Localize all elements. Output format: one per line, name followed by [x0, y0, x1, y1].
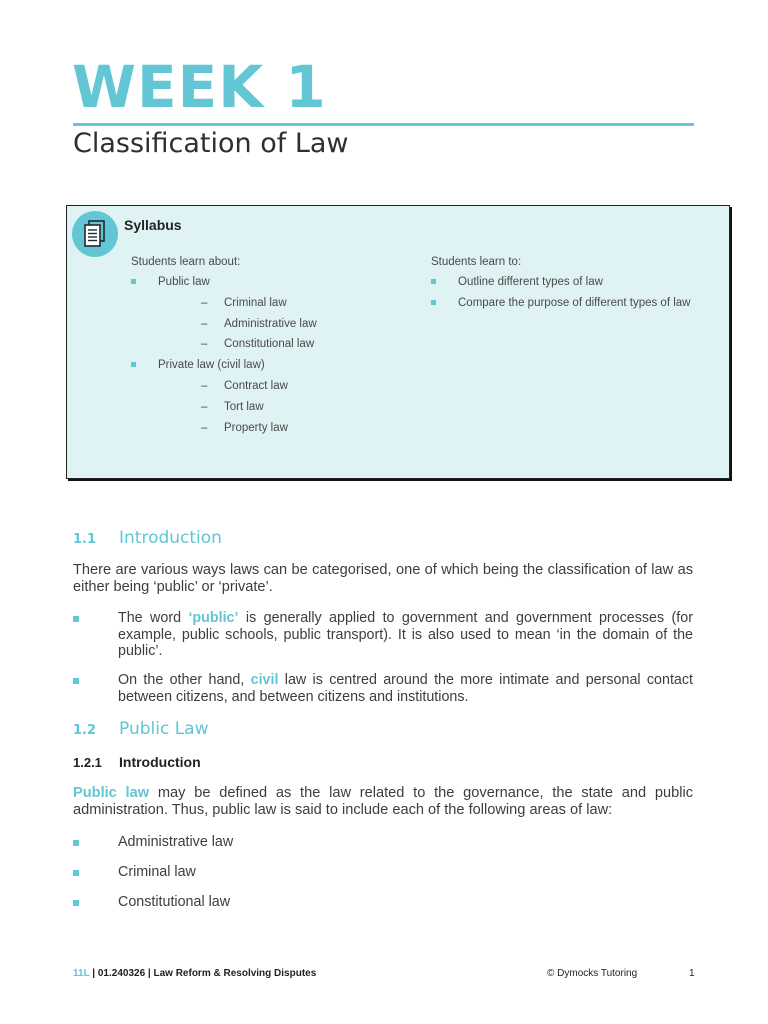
list-item: Compare the purpose of different types of law [431, 295, 721, 311]
list-item: – Constitutional law [201, 338, 315, 351]
bullet-square-icon [73, 870, 79, 876]
bullet-square-icon [73, 840, 79, 846]
list-item: – Administrative law [201, 317, 317, 330]
subsection-heading-introduction: 1.2.1 Introduction [73, 754, 201, 770]
page-subtitle: Classification of Law [73, 128, 349, 159]
document-icon [72, 211, 118, 257]
list-item: Outline different types of law [431, 274, 721, 290]
list-item: – Criminal law [201, 296, 287, 309]
bullet-square-icon [131, 279, 136, 284]
section-heading-public-law: 1.2 Public Law [73, 719, 209, 739]
syllabus-title: Syllabus [124, 217, 182, 233]
syllabus-learn-to [431, 254, 721, 316]
public-law-paragraph: Public law may be defined as the law related to the governance, the state and public administration. Thus, public law is said to include each of the following areas of law: [73, 785, 693, 818]
bullet-square-icon [73, 678, 79, 684]
footer-course-info: 11L | 01.240326 | Law Reform & Resolving Disputes [73, 968, 317, 979]
page-number: 1 [689, 968, 695, 979]
list-item: – Tort law [201, 400, 264, 413]
list-item: The word ‘public’ is generally applied to government and government processes (for example, public schools, public transport). It is also used to mean ‘in the domain of the public’. [73, 610, 693, 660]
syllabus-learn-about [131, 254, 421, 440]
section-heading-introduction: 1.1 Introduction [73, 528, 222, 548]
bullet-square-icon [73, 900, 79, 906]
list-item: Criminal law [73, 864, 693, 881]
bullet-square-icon [73, 616, 79, 622]
bullet-square-icon [431, 300, 436, 305]
intro-paragraph: There are various ways laws can be categorised, one of which being the classification of law as either being ‘public’ or ‘private’. [73, 562, 693, 595]
bullet-square-icon [131, 362, 136, 367]
learn-to-heading: Students learn to: [431, 256, 522, 268]
learn-about-heading: Students learn about: [131, 256, 241, 268]
footer-copyright: © Dymocks Tutoring [547, 968, 638, 979]
list-item: On the other hand, civil law is centred around the more intimate and personal contact between citizens, and between citizens and institutions. [73, 672, 693, 705]
list-item: – Property law [201, 421, 288, 434]
list-item: Administrative law [73, 834, 693, 851]
list-item: Constitutional law [73, 894, 693, 911]
title-rule [73, 123, 694, 126]
syllabus-box [66, 205, 730, 479]
list-item: Private law (civil law) [131, 357, 421, 373]
list-item: – Contract law [201, 379, 288, 392]
week-title: WEEK 1 [72, 53, 327, 121]
list-item: Public law [131, 274, 421, 290]
bullet-square-icon [431, 279, 436, 284]
